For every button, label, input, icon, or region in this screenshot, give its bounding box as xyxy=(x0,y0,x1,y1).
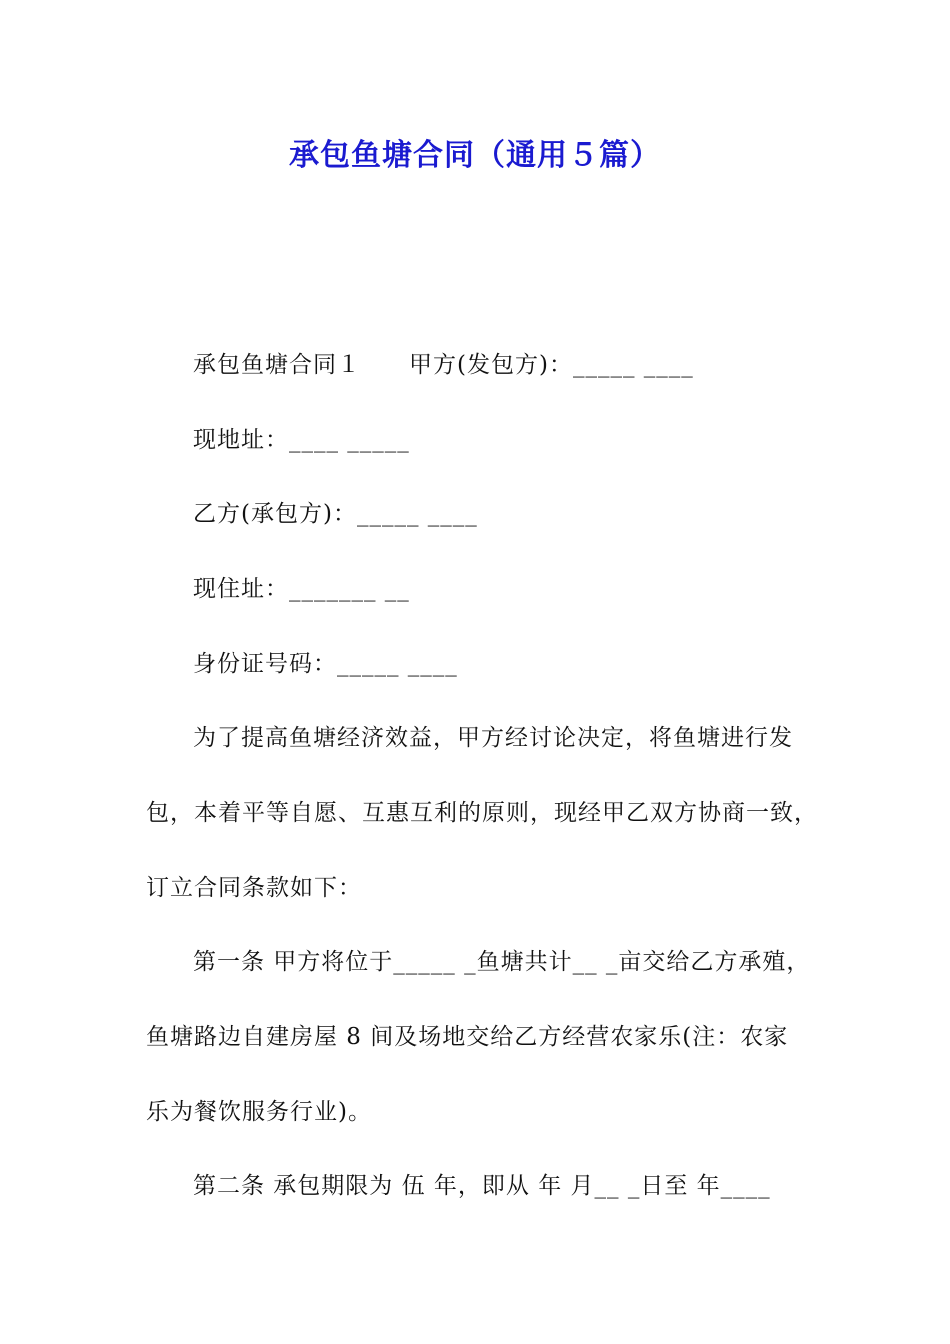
article-1-line-3: 乐为餐饮服务行业)。 xyxy=(146,1099,372,1125)
article-2-line-1: 第二条 承包期限为 伍 年，即从 年 月__ _日至 年____ xyxy=(193,1173,771,1199)
line-party-a-address: 现地址：____ _____ xyxy=(193,427,410,453)
line-party-b: 乙方(承包方)：_____ ____ xyxy=(193,501,478,527)
paragraph-intro-line-2: 包，本着平等自愿、互惠互利的原则，现经甲乙双方协商一致， xyxy=(146,800,818,826)
article-1-line-1: 第一条 甲方将位于_____ _鱼塘共计__ _亩交给乙方承殖， xyxy=(193,949,811,975)
document-title: 承包鱼塘合同（通用５篇） xyxy=(289,138,661,173)
paragraph-intro-line-3: 订立合同条款如下： xyxy=(146,875,362,901)
line-id-number: 身份证号码：_____ ____ xyxy=(193,651,458,677)
line-party-b-address: 现住址：_______ __ xyxy=(193,576,410,602)
paragraph-intro-line-1: 为了提高鱼塘经济效益，甲方经讨论决定，将鱼塘进行发 xyxy=(193,725,793,751)
article-1-line-2: 鱼塘路边自建房屋 8 间及场地交给乙方经营农家乐(注：农家 xyxy=(146,1024,789,1050)
line-party-a: 承包鱼塘合同１ 甲方(发包方)：_____ ____ xyxy=(193,352,694,378)
